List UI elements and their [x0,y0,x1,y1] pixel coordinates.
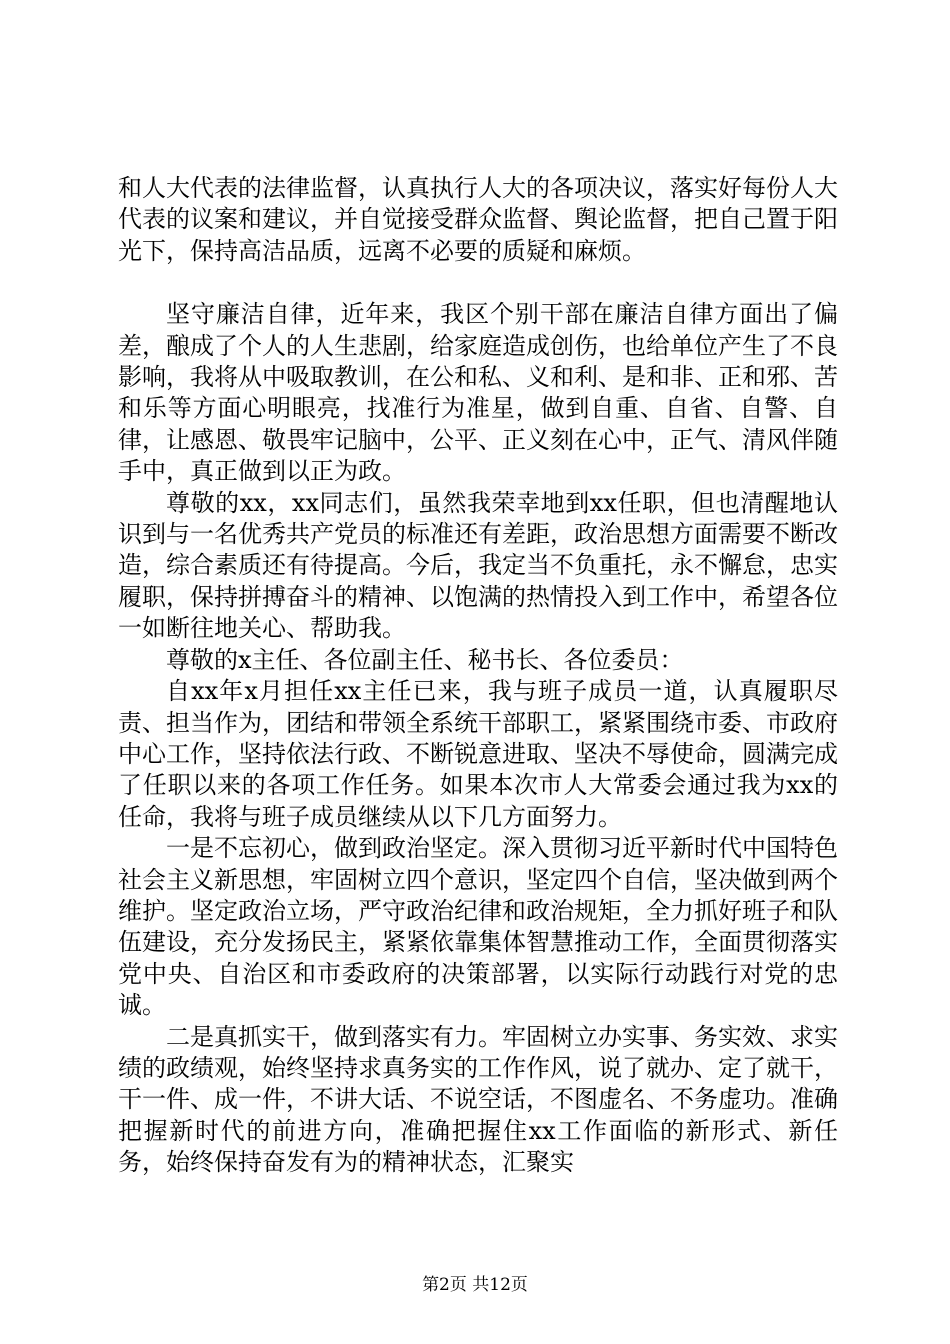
paragraph: 一是不忘初心，做到政治坚定。深入贯彻习近平新时代中国特色社会主义新思想，牢固树立四个意识，坚定四个自信，坚决做到两个维护。坚定政治立场，严守政治纪律和政治规矩，全力抓好班子和队伍建设，充分发扬民主，紧紧依靠集体智慧推动工作，全面贯彻落实党中央、自治区和市委政府的决策部署，以实际行动践行对党的忠诚。 [118,834,838,1020]
paragraph: 尊敬的xx，xx同志们，虽然我荣幸地到xx任职，但也清醒地认识到与一名优秀共产党员的标准还有差距，政治思想方面需要不断改造，综合素质还有待提高。今后，我定当不负重托，永不懈怠，忠实履职，保持拼搏奋斗的精神、以饱满的热情投入到工作中，希望各位一如断往地关心、帮助我。 [118,488,838,643]
paragraph-gap [118,267,838,299]
document-body [118,173,838,1179]
page-number-footer: 第2页 共12页 [422,1275,528,1295]
paragraph: 二是真抓实干，做到落实有力。牢固树立办实事、务实效、求实绩的政绩观，始终坚持求真务实的工作作风，说了就办、定了就干，干一件、成一件，不讲大话、不说空话，不图虚名、不务虚功。准确把握新时代的前进方向，准确把握住xx工作面临的新形式、新任务，始终保持奋发有为的精神状态，汇聚实 [118,1022,838,1177]
paragraph: 和人大代表的法律监督，认真执行人大的各项决议，落实好每份人大代表的议案和建议，并自觉接受群众监督、舆论监督，把自己置于阳光下，保持高洁品质，远离不必要的质疑和麻烦。 [118,174,838,265]
paragraph: 自xx年x月担任xx主任已来，我与班子成员一道，认真履职尽责、担当作为，团结和带领全系统干部职工，紧紧围绕市委、市政府中心工作，坚持依法行政、不断锐意进取、坚决不辱使命，圆满完成了任职以来的各项工作任务。如果本次市人大常委会通过我为xx的任命，我将与班子成员继续从以下几方面努力。 [118,677,838,831]
salutation: 尊敬的x主任、各位副主任、秘书长、各位委员： [166,645,684,674]
paragraph: 坚守廉洁自律，近年来，我区个别干部在廉洁自律方面出了偏差，酿成了个人的人生悲剧，给家庭造成创伤，也给单位产生了不良影响，我将从中吸取教训，在公和私、义和利、是和非、正和邪、苦和乐等方面心明眼亮，找准行为准星，做到自重、自省、自警、自律，让感恩、敬畏牢记脑中，公平、正义刻在心中，正气、清风伴随手中，真正做到以正为政。 [118,300,838,486]
